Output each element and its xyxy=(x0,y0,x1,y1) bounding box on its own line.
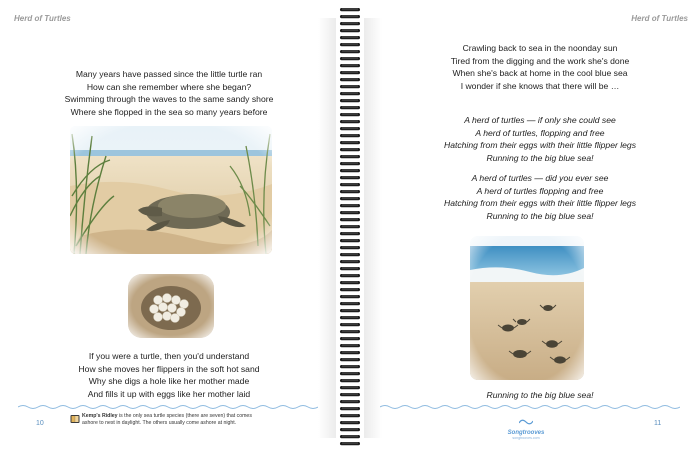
spiral-coil-highlight xyxy=(342,429,358,430)
spiral-coil xyxy=(340,295,360,298)
spiral-coil xyxy=(340,134,360,137)
spiral-coil xyxy=(340,330,360,333)
spiral-coil xyxy=(340,435,360,438)
spiral-coil-highlight xyxy=(342,23,358,24)
spiral-coil xyxy=(340,253,360,256)
spiral-coil-highlight xyxy=(342,156,358,157)
hatchlings-caption: Running to the big blue sea! xyxy=(486,390,594,400)
spiral-coil xyxy=(340,99,360,102)
spiral-coil xyxy=(340,106,360,109)
book-note-icon xyxy=(70,414,80,424)
spiral-coil xyxy=(340,309,360,312)
verse-line: I wonder if she knows that there will be … xyxy=(460,80,620,91)
spiral-coil xyxy=(340,442,360,445)
logo-url: songtrooves.com xyxy=(512,436,540,440)
spiral-coil-highlight xyxy=(342,86,358,87)
spiral-coil-highlight xyxy=(342,275,358,276)
verse-line: If you were a turtle, then you'd understand xyxy=(88,351,250,361)
verse-line: Running to the big blue sea! xyxy=(486,152,594,163)
spiral-coil-highlight xyxy=(342,303,358,304)
spiral-coil xyxy=(340,204,360,207)
spiral-coil-highlight xyxy=(342,79,358,80)
spiral-coil-highlight xyxy=(342,51,358,52)
spiral-coil xyxy=(340,302,360,305)
spiral-coil xyxy=(340,428,360,431)
spiral-coil-highlight xyxy=(342,338,358,339)
spiral-coil-highlight xyxy=(342,380,358,381)
spiral-coil xyxy=(340,421,360,424)
spiral-coil-highlight xyxy=(342,121,358,122)
verse-line: How she moves her flippers in the soft hot sand xyxy=(78,363,260,374)
spiral-coil-highlight xyxy=(342,296,358,297)
spiral-coil xyxy=(340,190,360,193)
left-footer-wave xyxy=(18,404,318,410)
spiral-coil xyxy=(340,169,360,172)
verse-line: Hatching from their eggs with their little flipper legs xyxy=(443,140,636,151)
spiral-coil-highlight xyxy=(342,443,358,444)
spiral-coil-highlight xyxy=(342,352,358,353)
verse-line: A herd of turtles flopping and free xyxy=(476,185,604,196)
spiral-coil xyxy=(340,232,360,235)
spiral-coil-highlight xyxy=(342,268,358,269)
spiral-coil xyxy=(340,351,360,354)
spiral-coil xyxy=(340,50,360,53)
spiral-coil xyxy=(340,400,360,403)
spiral-coil-highlight xyxy=(342,387,358,388)
left-stanza-2 xyxy=(44,350,294,400)
spiral-coil xyxy=(340,71,360,74)
spiral-coil-highlight xyxy=(342,408,358,409)
hatchlings-photo xyxy=(470,236,584,380)
right-page-gutter-shadow xyxy=(364,18,382,438)
left-page-number: 10 xyxy=(36,420,44,427)
left-page-gutter-shadow xyxy=(318,18,336,438)
spiral-coil-highlight xyxy=(342,16,358,17)
verse-line: Hatching from their eggs with their little flipper legs xyxy=(443,198,636,209)
spiral-coil-highlight xyxy=(342,184,358,185)
logo-name: Songtrooves xyxy=(507,430,545,436)
spiral-coil xyxy=(340,225,360,228)
spiral-coil-highlight xyxy=(342,191,358,192)
spiral-coil-highlight xyxy=(342,282,358,283)
spiral-coil-highlight xyxy=(342,44,358,45)
spiral-binding xyxy=(339,0,361,450)
spiral-coil xyxy=(340,141,360,144)
verse-line: A herd of turtles — did you ever see xyxy=(471,173,609,183)
spiral-coil-highlight xyxy=(342,317,358,318)
spiral-coil xyxy=(340,239,360,242)
spiral-coil xyxy=(340,323,360,326)
spiral-coil xyxy=(340,183,360,186)
spiral-coil xyxy=(340,344,360,347)
spiral-coil xyxy=(340,218,360,221)
spiral-coil-highlight xyxy=(342,72,358,73)
spiral-coil xyxy=(340,393,360,396)
verse-line: And fills it up with eggs like her mother laid xyxy=(87,388,251,399)
spiral-coil-highlight xyxy=(342,415,358,416)
spiral-coil-highlight xyxy=(342,226,358,227)
spiral-coil-highlight xyxy=(342,247,358,248)
spiral-coil-highlight xyxy=(342,345,358,346)
spiral-coil xyxy=(340,407,360,410)
right-footer-wave xyxy=(380,404,680,410)
right-stanza-1 xyxy=(400,42,680,92)
turtle-eggs-photo xyxy=(128,274,214,338)
spiral-coil-highlight xyxy=(342,366,358,367)
verse-line: Crawling back to sea in the noonday sun xyxy=(462,43,618,53)
spiral-coil-highlight xyxy=(342,240,358,241)
spiral-coil-highlight xyxy=(342,93,358,94)
spiral-coil xyxy=(340,365,360,368)
publisher-logo xyxy=(496,412,556,440)
left-page-header: Herd of Turtles xyxy=(14,14,71,23)
spiral-coil-highlight xyxy=(342,310,358,311)
spiral-coil-highlight xyxy=(342,401,358,402)
spiral-coil xyxy=(340,127,360,130)
spiral-coil-highlight xyxy=(342,114,358,115)
footnote xyxy=(82,413,318,427)
spiral-coil-highlight xyxy=(342,219,358,220)
spiral-coil-highlight xyxy=(342,422,358,423)
spiral-coil-highlight xyxy=(342,324,358,325)
spiral-coil xyxy=(340,43,360,46)
spiral-coil xyxy=(340,197,360,200)
spiral-coil xyxy=(340,281,360,284)
right-page-number: 11 xyxy=(654,420,662,427)
spiral-coil xyxy=(340,148,360,151)
spiral-coil-highlight xyxy=(342,261,358,262)
spiral-coil xyxy=(340,267,360,270)
spiral-coil xyxy=(340,358,360,361)
spiral-coil-highlight xyxy=(342,212,358,213)
spiral-coil-highlight xyxy=(342,289,358,290)
spiral-coil-highlight xyxy=(342,359,358,360)
verse-line: A herd of turtles — if only she could see xyxy=(464,115,616,125)
spiral-coil xyxy=(340,78,360,81)
spiral-coil-highlight xyxy=(342,30,358,31)
spiral-coil xyxy=(340,15,360,18)
footnote-species: Kemp's Ridley xyxy=(82,413,118,419)
spiral-coil xyxy=(340,113,360,116)
spiral-coil xyxy=(340,414,360,417)
verse-line: Tired from the digging and the work she's done xyxy=(450,55,630,66)
spiral-coil xyxy=(340,29,360,32)
spiral-coil-highlight xyxy=(342,135,358,136)
logo-wave-icon xyxy=(519,418,533,425)
verse-line: Where she flopped in the sea so many years before xyxy=(70,106,268,117)
spiral-coil-highlight xyxy=(342,142,358,143)
verse-line: Why she digs a hole like her mother made xyxy=(88,376,250,387)
spiral-coil xyxy=(340,176,360,179)
spiral-coil xyxy=(340,211,360,214)
spiral-coil-highlight xyxy=(342,37,358,38)
spiral-coil-highlight xyxy=(342,205,358,206)
spiral-coil-highlight xyxy=(342,177,358,178)
footnote-text-1: is the only sea turtle species (there are seven) that comes xyxy=(117,413,252,419)
spiral-coil xyxy=(340,246,360,249)
right-chorus-1 xyxy=(400,114,680,164)
spiral-coil-highlight xyxy=(342,149,358,150)
spiral-coil xyxy=(340,372,360,375)
spiral-coil-highlight xyxy=(342,58,358,59)
right-page-header: Herd of Turtles xyxy=(631,14,688,23)
spiral-coil xyxy=(340,120,360,123)
spiral-coil-highlight xyxy=(342,170,358,171)
turtle-on-beach-photo xyxy=(70,126,272,254)
spiral-coil xyxy=(340,288,360,291)
right-chorus-2 xyxy=(400,172,680,222)
spiral-coil-highlight xyxy=(342,107,358,108)
spiral-coil-highlight xyxy=(342,331,358,332)
spiral-coil xyxy=(340,57,360,60)
spiral-coil xyxy=(340,260,360,263)
verse-line: A herd of turtles, flopping and free xyxy=(475,127,605,138)
spiral-coil-highlight xyxy=(342,373,358,374)
spiral-coil xyxy=(340,64,360,67)
spiral-coil xyxy=(340,85,360,88)
verse-line: When she's back at home in the cool blue sea xyxy=(452,68,628,79)
spiral-coil xyxy=(340,92,360,95)
spiral-coil xyxy=(340,274,360,277)
spiral-coil-highlight xyxy=(342,9,358,10)
left-stanza-1 xyxy=(44,68,294,118)
verse-line: How can she remember where she began? xyxy=(86,81,252,92)
verse-line: Running to the big blue sea! xyxy=(486,210,594,221)
spiral-coil-highlight xyxy=(342,394,358,395)
spiral-coil xyxy=(340,386,360,389)
spiral-coil xyxy=(340,36,360,39)
verse-line: Many years have passed since the little turtle ran xyxy=(75,69,263,79)
spiral-coil xyxy=(340,155,360,158)
footnote-text-2: ashore to nest in daylight. The others usually come ashore at night. xyxy=(82,420,237,426)
spiral-coil-highlight xyxy=(342,233,358,234)
spiral-coil-highlight xyxy=(342,100,358,101)
spiral-coil xyxy=(340,337,360,340)
spiral-coil-highlight xyxy=(342,128,358,129)
spiral-coil-highlight xyxy=(342,254,358,255)
spiral-coil-highlight xyxy=(342,163,358,164)
spiral-coil xyxy=(340,316,360,319)
spiral-coil-highlight xyxy=(342,436,358,437)
spiral-coil xyxy=(340,22,360,25)
spiral-coil xyxy=(340,379,360,382)
verse-line: Swimming through the waves to the same sandy shore xyxy=(64,94,274,105)
spiral-coil-highlight xyxy=(342,65,358,66)
spiral-coil xyxy=(340,162,360,165)
spiral-coil xyxy=(340,8,360,11)
spiral-coil-highlight xyxy=(342,198,358,199)
